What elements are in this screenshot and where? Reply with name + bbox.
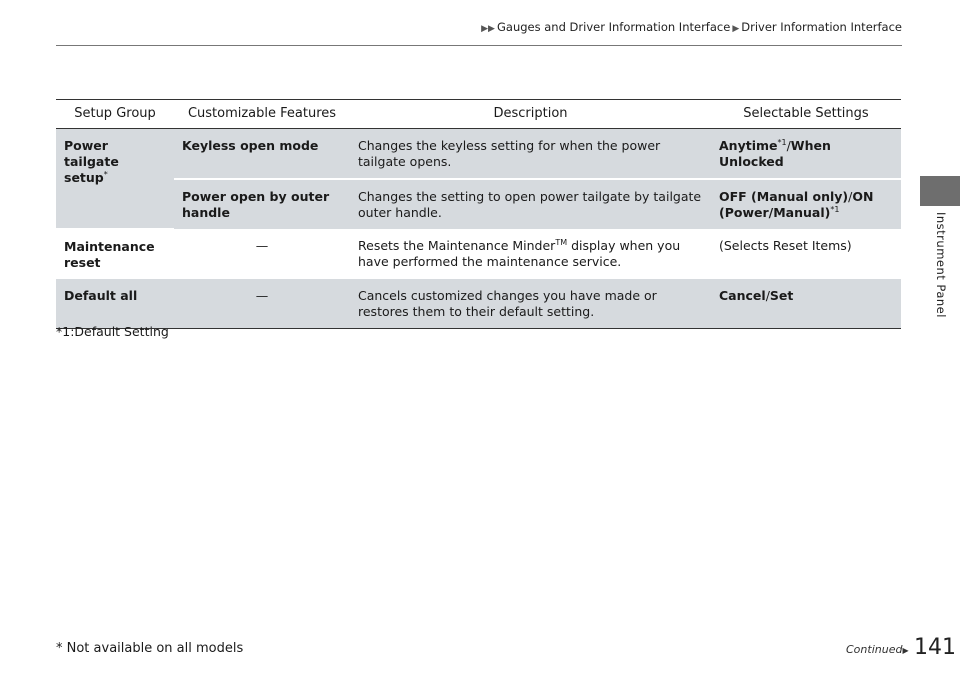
group-maintenance-reset: Maintenance reset — [64, 239, 155, 270]
continued-indicator — [846, 643, 909, 656]
feature-power-open-outer-handle: Power open by outer handle — [174, 179, 350, 229]
default-setting-footnote: *1:Default Setting — [56, 324, 169, 339]
description-maintenance-reset — [350, 229, 711, 279]
settings-maintenance-reset: (Selects Reset Items) — [719, 238, 852, 253]
setting-option: ON (Power/Manual) — [719, 189, 874, 220]
page-number: 141 — [914, 635, 956, 660]
setting-option: Anytime — [719, 138, 778, 153]
breadcrumb-item-gauges: Gauges and Driver Information Interface — [496, 20, 731, 34]
group-power-tailgate — [56, 129, 174, 230]
continued-text: Continued — [846, 643, 903, 656]
header-description: Description — [350, 100, 711, 129]
setting-option: OFF (Manual only) — [719, 189, 849, 204]
availability-note: * Not available on all models — [56, 641, 244, 656]
breadcrumb — [479, 20, 902, 34]
settings-keyless-open-mode — [711, 129, 901, 180]
description-default-all: Cancels customized changes you have made or restores them to their default setting. — [350, 279, 711, 329]
setting-option: When Unlocked — [719, 138, 831, 169]
table-row — [56, 229, 901, 279]
table-row — [56, 179, 901, 229]
setting-separator: / — [765, 288, 770, 303]
group-default-all: Default all — [56, 279, 174, 329]
header-setup-group: Setup Group — [56, 100, 174, 129]
header-selectable-settings: Selectable Settings — [711, 100, 901, 129]
customization-table — [56, 99, 901, 329]
default-mark: *1 — [830, 205, 840, 214]
setting-separator: / — [786, 138, 791, 153]
setting-option: Cancel — [719, 288, 766, 303]
table-row — [56, 129, 901, 180]
breadcrumb-item-driver-info: Driver Information Interface — [741, 20, 902, 34]
availability-mark: * — [103, 170, 108, 179]
table-row — [56, 279, 901, 329]
header-customizable-features: Customizable Features — [174, 100, 350, 129]
feature-keyless-open-mode: Keyless open mode — [174, 129, 350, 180]
description-power-open-outer-handle: Changes the setting to open power tailgate by tailgate outer handle. — [350, 179, 711, 229]
feature-default-all: — — [174, 279, 350, 329]
description-text: display when you have performed the maintenance service. — [358, 238, 681, 269]
header-divider — [56, 45, 902, 46]
arrow-icon: ▶ — [732, 24, 740, 34]
trademark-mark: TM — [555, 238, 568, 247]
settings-default-all — [711, 279, 901, 329]
group-label: Power tailgate setup — [64, 138, 119, 185]
default-mark: *1 — [777, 138, 787, 147]
table-header-row — [56, 100, 901, 129]
feature-maintenance-reset: — — [255, 238, 269, 253]
settings-power-open-outer-handle — [711, 179, 901, 229]
triangle-right-icon: ▶ — [902, 646, 909, 655]
description-keyless-open-mode: Changes the keyless setting for when the power tailgate opens. — [350, 129, 711, 180]
section-tab-marker — [920, 176, 960, 206]
setting-separator: / — [848, 189, 853, 204]
setting-option: Set — [769, 288, 794, 303]
section-label: Instrument Panel — [934, 212, 948, 318]
description-text: Resets the Maintenance Minder — [358, 238, 556, 253]
double-arrow-icon: ▶▶ — [481, 24, 495, 34]
